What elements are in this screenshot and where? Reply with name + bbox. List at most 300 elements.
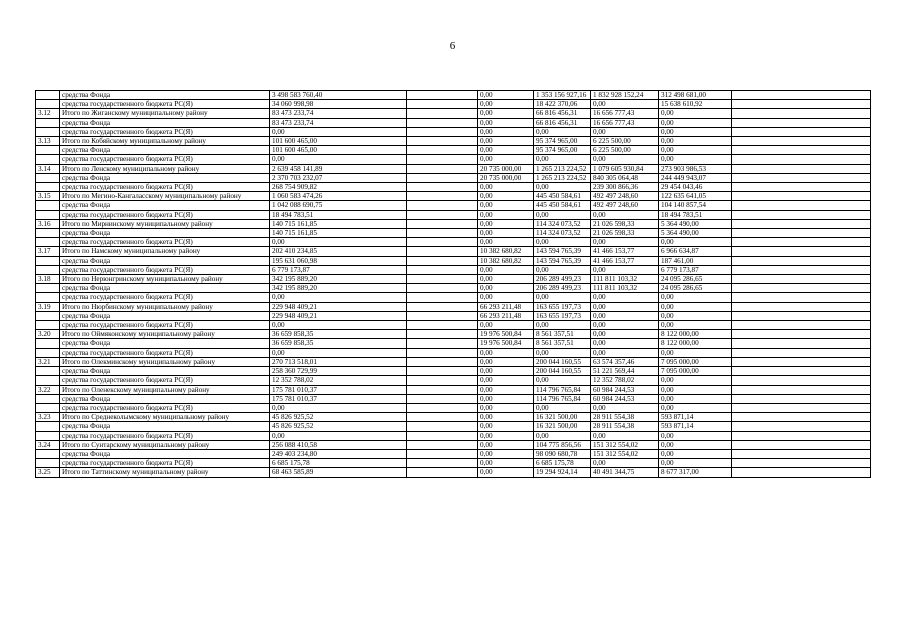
row-blank-cell: [732, 293, 871, 302]
row-col-c-cell: 0,00: [591, 302, 659, 311]
table-row: [36, 229, 871, 238]
row-blank-cell: [407, 183, 478, 192]
table-row: [36, 173, 871, 182]
row-col-c-cell: 492 497 248,60: [591, 192, 659, 201]
row-number-cell: [36, 394, 60, 403]
row-blank-cell: [732, 265, 871, 274]
row-total-cell: 270 713 518,01: [270, 357, 407, 366]
row-col-c-cell: 0,00: [591, 330, 659, 339]
row-col-d-cell: 0,00: [659, 431, 732, 440]
row-blank-cell: [732, 155, 871, 164]
row-blank-cell: [732, 210, 871, 219]
row-col-c-cell: 0,00: [591, 210, 659, 219]
row-col-a-cell: 0,00: [478, 394, 534, 403]
row-col-a-cell: 0,00: [478, 210, 534, 219]
row-col-b-cell: 0,00: [534, 348, 591, 357]
row-total-cell: 45 826 925,52: [270, 422, 407, 431]
row-name-cell: средства Фонда: [60, 91, 270, 100]
row-col-d-cell: 5 364 490,00: [659, 219, 732, 228]
row-col-b-cell: 0,00: [534, 293, 591, 302]
row-total-cell: 0,00: [270, 127, 407, 136]
row-name-cell: средства Фонда: [60, 449, 270, 458]
row-name-cell: средства государственного бюджета РС(Я): [60, 155, 270, 164]
row-blank-cell: [732, 413, 871, 422]
table-row: [36, 330, 871, 339]
row-col-a-cell: 0,00: [478, 403, 534, 412]
row-blank-cell: [732, 367, 871, 376]
row-col-a-cell: 0,00: [478, 348, 534, 357]
row-col-a-cell: 0,00: [478, 100, 534, 109]
row-col-b-cell: 445 450 584,61: [534, 201, 591, 210]
row-name-cell: Итого по Нюрбинскому муниципальному району: [60, 302, 270, 311]
row-col-d-cell: 0,00: [659, 238, 732, 247]
row-name-cell: средства государственного бюджета РС(Я): [60, 238, 270, 247]
row-col-c-cell: 0,00: [591, 348, 659, 357]
table-row: [36, 183, 871, 192]
row-blank-cell: [407, 339, 478, 348]
row-col-c-cell: 12 352 788,02: [591, 376, 659, 385]
row-number-cell: 3.23: [36, 413, 60, 422]
table-row: [36, 118, 871, 127]
table-row: [36, 238, 871, 247]
row-col-a-cell: 10 382 680,82: [478, 256, 534, 265]
row-col-b-cell: 1 265 213 224,52: [534, 173, 591, 182]
row-col-d-cell: 273 903 986,53: [659, 164, 732, 173]
table-row: [36, 284, 871, 293]
table-row: [36, 413, 871, 422]
row-number-cell: [36, 146, 60, 155]
row-blank-cell: [407, 284, 478, 293]
row-col-b-cell: 206 289 499,23: [534, 284, 591, 293]
row-name-cell: средства Фонда: [60, 422, 270, 431]
row-col-d-cell: 122 635 641,05: [659, 192, 732, 201]
row-number-cell: [36, 348, 60, 357]
row-total-cell: 229 948 409,21: [270, 311, 407, 320]
row-col-b-cell: 0,00: [534, 403, 591, 412]
row-col-b-cell: 66 816 456,31: [534, 109, 591, 118]
row-col-d-cell: 0,00: [659, 311, 732, 320]
row-number-cell: [36, 284, 60, 293]
table-row: [36, 321, 871, 330]
row-blank-cell: [407, 403, 478, 412]
row-col-d-cell: 24 095 286,65: [659, 275, 732, 284]
row-name-cell: средства Фонда: [60, 339, 270, 348]
table-row: [36, 367, 871, 376]
row-blank-cell: [732, 311, 871, 320]
row-col-b-cell: 445 450 584,61: [534, 192, 591, 201]
table-row: [36, 137, 871, 146]
row-name-cell: Итого по Олекминскому муниципальному району: [60, 357, 270, 366]
row-col-c-cell: 0,00: [591, 238, 659, 247]
row-col-d-cell: 8 677 317,00: [659, 468, 732, 477]
row-col-c-cell: 28 911 554,38: [591, 422, 659, 431]
row-blank-cell: [407, 219, 478, 228]
table-row: [36, 127, 871, 136]
row-name-cell: средства Фонда: [60, 146, 270, 155]
table-row: [36, 376, 871, 385]
row-total-cell: 175 781 010,37: [270, 385, 407, 394]
row-name-cell: средства Фонда: [60, 394, 270, 403]
row-col-d-cell: 24 095 286,65: [659, 284, 732, 293]
row-col-d-cell: 593 871,14: [659, 422, 732, 431]
row-blank-cell: [732, 127, 871, 136]
row-blank-cell: [732, 339, 871, 348]
row-col-c-cell: 0,00: [591, 321, 659, 330]
row-total-cell: 229 948 409,21: [270, 302, 407, 311]
row-col-a-cell: 66 293 211,48: [478, 302, 534, 311]
row-blank-cell: [732, 348, 871, 357]
row-col-b-cell: 200 044 160,55: [534, 357, 591, 366]
table-row: [36, 302, 871, 311]
row-total-cell: 342 195 889,20: [270, 284, 407, 293]
row-col-d-cell: 187 461,00: [659, 256, 732, 265]
row-name-cell: средства Фонда: [60, 229, 270, 238]
page-number: 6: [449, 40, 456, 52]
row-total-cell: 3 498 583 760,40: [270, 91, 407, 100]
row-number-cell: [36, 339, 60, 348]
row-col-b-cell: 19 294 924,14: [534, 468, 591, 477]
row-blank-cell: [732, 431, 871, 440]
row-col-c-cell: 21 026 598,33: [591, 229, 659, 238]
row-number-cell: [36, 311, 60, 320]
table-row: [36, 440, 871, 449]
row-col-a-cell: 0,00: [478, 238, 534, 247]
row-blank-cell: [732, 146, 871, 155]
row-total-cell: 1 042 088 690,75: [270, 201, 407, 210]
row-number-cell: 3.17: [36, 247, 60, 256]
table-row: [36, 385, 871, 394]
row-col-c-cell: 0,00: [591, 293, 659, 302]
row-total-cell: 2 639 458 141,89: [270, 164, 407, 173]
row-total-cell: 258 360 729,99: [270, 367, 407, 376]
row-col-b-cell: 0,00: [534, 431, 591, 440]
row-total-cell: 0,00: [270, 155, 407, 164]
row-col-a-cell: 0,00: [478, 468, 534, 477]
row-blank-cell: [732, 440, 871, 449]
row-col-a-cell: 19 976 500,84: [478, 330, 534, 339]
row-number-cell: [36, 229, 60, 238]
row-col-c-cell: 151 312 554,02: [591, 449, 659, 458]
row-col-b-cell: 0,00: [534, 376, 591, 385]
row-number-cell: [36, 118, 60, 127]
table-row: [36, 201, 871, 210]
row-col-c-cell: 0,00: [591, 403, 659, 412]
row-blank-cell: [732, 468, 871, 477]
row-number-cell: 3.24: [36, 440, 60, 449]
row-number-cell: 3.14: [36, 164, 60, 173]
row-col-c-cell: 151 312 554,02: [591, 440, 659, 449]
row-name-cell: средства государственного бюджета РС(Я): [60, 293, 270, 302]
row-name-cell: Итого по Среднеколымскому муниципальному району: [60, 413, 270, 422]
table-row: [36, 293, 871, 302]
row-col-a-cell: 20 735 000,00: [478, 173, 534, 182]
row-col-a-cell: 0,00: [478, 422, 534, 431]
row-col-a-cell: 0,00: [478, 137, 534, 146]
table-row: [36, 339, 871, 348]
table-row: [36, 164, 871, 173]
row-blank-cell: [732, 229, 871, 238]
table-row: [36, 192, 871, 201]
row-name-cell: Итого по Ленскому муниципальному району: [60, 164, 270, 173]
row-col-d-cell: 0,00: [659, 155, 732, 164]
row-total-cell: 45 826 925,52: [270, 413, 407, 422]
row-blank-cell: [407, 192, 478, 201]
row-col-a-cell: 0,00: [478, 192, 534, 201]
row-total-cell: 0,00: [270, 403, 407, 412]
row-name-cell: средства государственного бюджета РС(Я): [60, 376, 270, 385]
row-blank-cell: [407, 247, 478, 256]
row-total-cell: 34 060 998,98: [270, 100, 407, 109]
row-name-cell: средства Фонда: [60, 311, 270, 320]
row-name-cell: Итого по Оймяконскому муниципальному району: [60, 330, 270, 339]
row-col-d-cell: 0,00: [659, 459, 732, 468]
table-row: [36, 219, 871, 228]
row-number-cell: [36, 422, 60, 431]
row-col-c-cell: 16 656 777,43: [591, 118, 659, 127]
row-name-cell: Итого по Жиганскому муниципальному району: [60, 109, 270, 118]
row-total-cell: 202 410 234,85: [270, 247, 407, 256]
row-col-b-cell: 18 422 370,06: [534, 100, 591, 109]
row-total-cell: 6 779 173,87: [270, 265, 407, 274]
row-col-b-cell: 0,00: [534, 265, 591, 274]
row-col-a-cell: 0,00: [478, 293, 534, 302]
row-number-cell: [36, 183, 60, 192]
row-blank-cell: [407, 302, 478, 311]
row-col-d-cell: 6 779 173,87: [659, 265, 732, 274]
row-total-cell: 101 600 465,00: [270, 137, 407, 146]
row-blank-cell: [732, 238, 871, 247]
row-name-cell: Итого по Кобяйскому муниципальному району: [60, 137, 270, 146]
table-row: [36, 357, 871, 366]
row-col-c-cell: 0,00: [591, 155, 659, 164]
table-row: [36, 275, 871, 284]
row-number-cell: 3.22: [36, 385, 60, 394]
table-row: [36, 265, 871, 274]
row-col-c-cell: 0,00: [591, 100, 659, 109]
row-blank-cell: [732, 302, 871, 311]
row-col-d-cell: 0,00: [659, 293, 732, 302]
row-col-b-cell: 0,00: [534, 321, 591, 330]
row-col-a-cell: 0,00: [478, 459, 534, 468]
row-blank-cell: [407, 127, 478, 136]
row-blank-cell: [732, 459, 871, 468]
table-row: [36, 146, 871, 155]
row-col-b-cell: 1 265 213 224,52: [534, 164, 591, 173]
row-col-d-cell: 7 095 000,00: [659, 367, 732, 376]
row-col-b-cell: 114 324 073,52: [534, 229, 591, 238]
table-row: [36, 348, 871, 357]
row-col-c-cell: 1 079 605 930,84: [591, 164, 659, 173]
row-name-cell: Итого по Нерюнгринскому муниципальному району: [60, 275, 270, 284]
row-col-d-cell: 5 364 490,00: [659, 229, 732, 238]
row-total-cell: 2 370 703 232,07: [270, 173, 407, 182]
row-number-cell: 3.20: [36, 330, 60, 339]
row-col-b-cell: 98 090 680,78: [534, 449, 591, 458]
row-col-d-cell: 0,00: [659, 348, 732, 357]
row-col-d-cell: 0,00: [659, 403, 732, 412]
row-col-a-cell: 0,00: [478, 183, 534, 192]
table-row: [36, 109, 871, 118]
row-number-cell: 3.25: [36, 468, 60, 477]
row-col-b-cell: 0,00: [534, 238, 591, 247]
row-col-b-cell: 95 374 965,00: [534, 146, 591, 155]
row-col-d-cell: 0,00: [659, 440, 732, 449]
row-blank-cell: [732, 219, 871, 228]
row-name-cell: Итого по Мирнинскому муниципальному району: [60, 219, 270, 228]
row-blank-cell: [732, 201, 871, 210]
row-col-d-cell: 0,00: [659, 127, 732, 136]
table-row: [36, 449, 871, 458]
row-col-c-cell: 0,00: [591, 265, 659, 274]
row-col-a-cell: 0,00: [478, 229, 534, 238]
row-col-d-cell: 8 122 000,00: [659, 339, 732, 348]
row-total-cell: 36 659 858,35: [270, 339, 407, 348]
row-col-d-cell: 0,00: [659, 449, 732, 458]
row-blank-cell: [407, 311, 478, 320]
row-name-cell: средства государственного бюджета РС(Я): [60, 265, 270, 274]
row-blank-cell: [407, 265, 478, 274]
row-name-cell: средства государственного бюджета РС(Я): [60, 127, 270, 136]
row-name-cell: Итого по Оленекскому муниципальному району: [60, 385, 270, 394]
row-number-cell: [36, 155, 60, 164]
row-col-a-cell: 0,00: [478, 201, 534, 210]
row-col-d-cell: 0,00: [659, 376, 732, 385]
row-total-cell: 101 600 465,00: [270, 146, 407, 155]
row-col-c-cell: 0,00: [591, 459, 659, 468]
row-col-a-cell: 0,00: [478, 357, 534, 366]
row-col-c-cell: 111 811 103,32: [591, 275, 659, 284]
row-col-c-cell: 41 466 153,77: [591, 256, 659, 265]
row-col-a-cell: 0,00: [478, 440, 534, 449]
row-total-cell: 12 352 788,02: [270, 376, 407, 385]
row-col-b-cell: 0,00: [534, 183, 591, 192]
row-col-d-cell: 0,00: [659, 137, 732, 146]
table-row: [36, 256, 871, 265]
row-total-cell: 83 473 233,74: [270, 118, 407, 127]
row-name-cell: средства государственного бюджета РС(Я): [60, 348, 270, 357]
row-col-a-cell: 0,00: [478, 91, 534, 100]
row-col-c-cell: 0,00: [591, 339, 659, 348]
row-blank-cell: [407, 275, 478, 284]
row-name-cell: средства государственного бюджета РС(Я): [60, 183, 270, 192]
row-number-cell: [36, 210, 60, 219]
row-number-cell: [36, 367, 60, 376]
row-blank-cell: [407, 146, 478, 155]
row-col-b-cell: 114 796 765,84: [534, 385, 591, 394]
table-row: [36, 468, 871, 477]
row-blank-cell: [407, 201, 478, 210]
row-blank-cell: [732, 100, 871, 109]
row-blank-cell: [732, 385, 871, 394]
row-col-d-cell: 0,00: [659, 302, 732, 311]
row-blank-cell: [407, 238, 478, 247]
row-col-d-cell: 7 095 000,00: [659, 357, 732, 366]
row-number-cell: [36, 449, 60, 458]
row-total-cell: 0,00: [270, 293, 407, 302]
row-col-a-cell: 0,00: [478, 109, 534, 118]
row-total-cell: 36 659 858,35: [270, 330, 407, 339]
row-number-cell: [36, 265, 60, 274]
row-total-cell: 140 715 161,85: [270, 219, 407, 228]
row-number-cell: [36, 321, 60, 330]
row-blank-cell: [407, 210, 478, 219]
row-col-b-cell: 8 561 357,51: [534, 339, 591, 348]
row-blank-cell: [732, 284, 871, 293]
row-name-cell: средства государственного бюджета РС(Я): [60, 459, 270, 468]
row-col-b-cell: 104 775 856,56: [534, 440, 591, 449]
row-total-cell: 0,00: [270, 348, 407, 357]
row-number-cell: [36, 238, 60, 247]
row-blank-cell: [732, 91, 871, 100]
row-col-b-cell: 114 796 765,84: [534, 394, 591, 403]
row-blank-cell: [732, 275, 871, 284]
row-col-a-cell: 0,00: [478, 431, 534, 440]
row-blank-cell: [407, 394, 478, 403]
row-col-a-cell: 0,00: [478, 321, 534, 330]
row-number-cell: [36, 173, 60, 182]
row-col-c-cell: 6 225 500,00: [591, 137, 659, 146]
row-col-d-cell: 244 449 943,07: [659, 173, 732, 182]
row-col-c-cell: 6 225 500,00: [591, 146, 659, 155]
row-total-cell: 256 088 410,58: [270, 440, 407, 449]
row-name-cell: Итого по Сунтарскому муниципальному району: [60, 440, 270, 449]
row-number-cell: [36, 201, 60, 210]
row-blank-cell: [407, 449, 478, 458]
row-total-cell: 175 781 010,37: [270, 394, 407, 403]
row-col-c-cell: 60 984 244,53: [591, 385, 659, 394]
table-row: [36, 247, 871, 256]
row-col-c-cell: 16 656 777,43: [591, 109, 659, 118]
row-blank-cell: [407, 293, 478, 302]
row-col-b-cell: 95 374 965,00: [534, 137, 591, 146]
row-number-cell: [36, 127, 60, 136]
table-row: [36, 394, 871, 403]
row-col-c-cell: 239 300 866,36: [591, 183, 659, 192]
row-blank-cell: [407, 357, 478, 366]
row-col-b-cell: 0,00: [534, 127, 591, 136]
table-row: [36, 210, 871, 219]
row-col-b-cell: 143 594 765,39: [534, 256, 591, 265]
row-name-cell: средства государственного бюджета РС(Я): [60, 210, 270, 219]
row-total-cell: 68 463 585,89: [270, 468, 407, 477]
row-blank-cell: [732, 376, 871, 385]
row-blank-cell: [732, 256, 871, 265]
row-blank-cell: [732, 109, 871, 118]
row-blank-cell: [407, 229, 478, 238]
table-row: [36, 155, 871, 164]
row-col-d-cell: 312 498 681,00: [659, 91, 732, 100]
row-name-cell: средства Фонда: [60, 284, 270, 293]
row-col-d-cell: 8 122 000,00: [659, 330, 732, 339]
row-blank-cell: [732, 183, 871, 192]
row-blank-cell: [407, 173, 478, 182]
row-col-a-cell: 0,00: [478, 118, 534, 127]
row-total-cell: 249 403 234,80: [270, 449, 407, 458]
table-body: [36, 91, 871, 478]
row-name-cell: средства государственного бюджета РС(Я): [60, 100, 270, 109]
row-number-cell: 3.19: [36, 302, 60, 311]
row-blank-cell: [407, 431, 478, 440]
row-col-b-cell: 206 289 499,23: [534, 275, 591, 284]
row-number-cell: 3.16: [36, 219, 60, 228]
row-col-b-cell: 16 321 500,00: [534, 413, 591, 422]
row-col-b-cell: 8 561 357,51: [534, 330, 591, 339]
row-col-d-cell: 0,00: [659, 385, 732, 394]
row-total-cell: 83 473 233,74: [270, 109, 407, 118]
row-number-cell: 3.18: [36, 275, 60, 284]
table-row: [36, 100, 871, 109]
row-name-cell: средства Фонда: [60, 173, 270, 182]
